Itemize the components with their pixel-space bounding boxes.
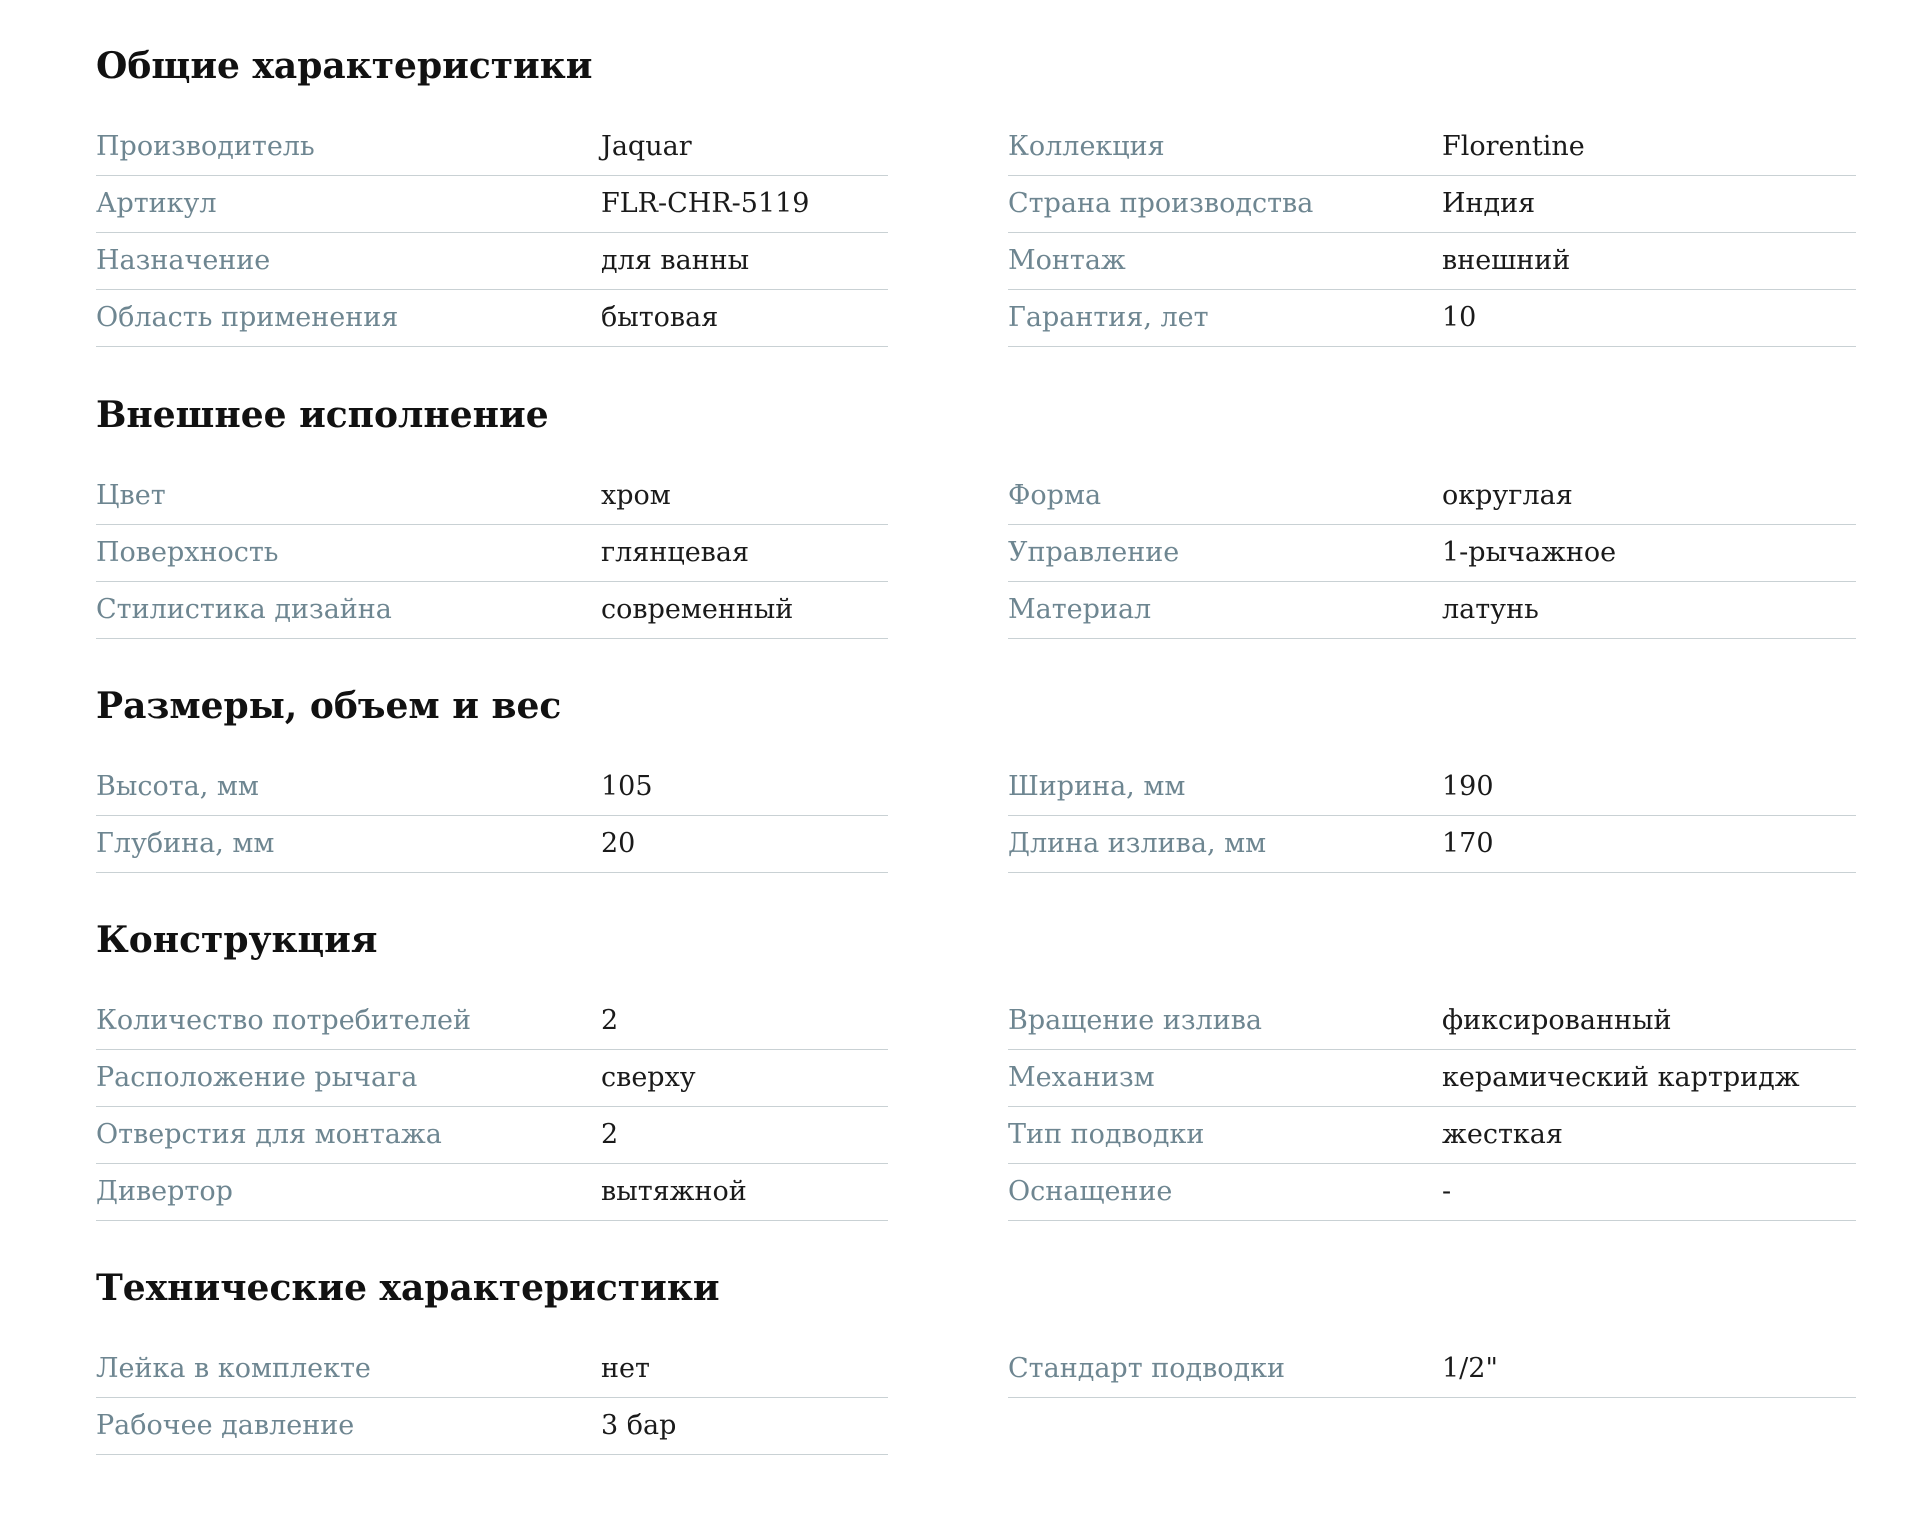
spec-label: Монтаж <box>1008 245 1126 276</box>
spec-row <box>1008 1050 1856 1107</box>
spec-label: Управление <box>1008 537 1180 568</box>
spec-column-left <box>96 468 888 639</box>
spec-row <box>96 119 888 176</box>
spec-value: сверху <box>601 1062 696 1093</box>
spec-label: Рабочее давление <box>96 1410 355 1441</box>
spec-label: Оснащение <box>1008 1176 1173 1207</box>
spec-row <box>96 582 888 639</box>
spec-row <box>96 468 888 525</box>
section-title: Конструкция <box>96 919 378 961</box>
spec-value: 105 <box>601 771 653 802</box>
spec-grid <box>96 759 1856 874</box>
spec-value: 2 <box>601 1005 619 1036</box>
spec-column-right <box>1008 468 1856 639</box>
spec-row <box>96 176 888 233</box>
spec-value: - <box>1442 1176 1452 1207</box>
spec-label: Высота, мм <box>96 771 259 802</box>
spec-column-right <box>1008 119 1856 347</box>
spec-value: Florentine <box>1442 131 1585 162</box>
spec-row <box>96 525 888 582</box>
spec-row <box>96 233 888 290</box>
spec-value: 170 <box>1442 828 1494 859</box>
spec-row <box>96 1398 888 1455</box>
spec-row <box>1008 233 1856 290</box>
section-title: Внешнее исполнение <box>96 394 549 436</box>
spec-row <box>1008 1341 1856 1398</box>
spec-row <box>96 993 888 1050</box>
spec-grid <box>96 993 1856 1223</box>
section-general <box>96 42 1856 333</box>
spec-value: нет <box>601 1353 650 1384</box>
spec-row <box>1008 176 1856 233</box>
spec-value: бытовая <box>601 302 719 333</box>
section-title: Размеры, объем и вес <box>96 685 562 727</box>
spec-label: Коллекция <box>1008 131 1165 162</box>
section-title: Общие характеристики <box>96 45 593 87</box>
spec-value: 190 <box>1442 771 1494 802</box>
spec-row <box>1008 119 1856 176</box>
spec-label: Страна производства <box>1008 188 1314 219</box>
spec-label: Дивертор <box>96 1176 233 1207</box>
spec-label: Тип подводки <box>1008 1119 1205 1150</box>
spec-label: Форма <box>1008 480 1102 511</box>
spec-label: Ширина, мм <box>1008 771 1186 802</box>
spec-value: Индия <box>1442 188 1536 219</box>
spec-column-left <box>96 1341 888 1455</box>
spec-row <box>1008 525 1856 582</box>
spec-row <box>96 816 888 873</box>
spec-column-left <box>96 759 888 873</box>
spec-label: Материал <box>1008 594 1152 625</box>
spec-row <box>1008 1164 1856 1221</box>
spec-label: Стилистика дизайна <box>96 594 392 625</box>
spec-value: вытяжной <box>601 1176 747 1207</box>
spec-row <box>96 1107 888 1164</box>
spec-row <box>96 1050 888 1107</box>
spec-value: 20 <box>601 828 636 859</box>
spec-label: Гарантия, лет <box>1008 302 1209 333</box>
spec-label: Область применения <box>96 302 399 333</box>
spec-value: современный <box>601 594 794 625</box>
spec-label: Лейка в комплекте <box>96 1353 371 1384</box>
spec-label: Механизм <box>1008 1062 1155 1093</box>
section-construction <box>96 916 1856 1207</box>
spec-value: фиксированный <box>1442 1005 1672 1036</box>
spec-label: Количество потребителей <box>96 1005 471 1036</box>
spec-row <box>1008 468 1856 525</box>
spec-label: Цвет <box>96 480 166 511</box>
spec-value: 10 <box>1442 302 1477 333</box>
spec-label: Назначение <box>96 245 271 276</box>
spec-value: 1-рычажное <box>1442 537 1617 568</box>
spec-label: Вращение излива <box>1008 1005 1263 1036</box>
spec-value: 3 бар <box>601 1410 677 1441</box>
section-technical <box>96 1264 1856 1441</box>
spec-label: Поверхность <box>96 537 279 568</box>
spec-grid <box>96 468 1856 640</box>
section-appearance <box>96 391 1856 625</box>
spec-value: 2 <box>601 1119 619 1150</box>
spec-grid <box>96 119 1856 349</box>
spec-row <box>1008 816 1856 873</box>
spec-row <box>1008 290 1856 347</box>
spec-value: жесткая <box>1442 1119 1563 1150</box>
spec-column-left <box>96 993 888 1221</box>
spec-value: FLR-CHR-5119 <box>601 188 810 219</box>
spec-label: Производитель <box>96 131 315 162</box>
spec-value: глянцевая <box>601 537 749 568</box>
spec-row <box>96 1164 888 1221</box>
spec-value: округлая <box>1442 480 1573 511</box>
spec-value: внешний <box>1442 245 1571 276</box>
spec-label: Отверстия для монтажа <box>96 1119 442 1150</box>
spec-column-right <box>1008 993 1856 1221</box>
spec-column-left <box>96 119 888 347</box>
spec-value: хром <box>601 480 671 511</box>
spec-row <box>96 290 888 347</box>
spec-column-right <box>1008 759 1856 873</box>
spec-label: Расположение рычага <box>96 1062 418 1093</box>
spec-grid <box>96 1341 1856 1456</box>
spec-value: 1/2" <box>1442 1353 1498 1384</box>
spec-row <box>96 1341 888 1398</box>
spec-row <box>1008 759 1856 816</box>
section-title: Технические характеристики <box>96 1267 720 1309</box>
spec-row <box>1008 582 1856 639</box>
spec-label: Стандарт подводки <box>1008 1353 1286 1384</box>
section-dimensions <box>96 682 1856 859</box>
spec-value: керамический картридж <box>1442 1062 1800 1093</box>
spec-value: для ванны <box>601 245 750 276</box>
spec-label: Глубина, мм <box>96 828 275 859</box>
spec-value: латунь <box>1442 594 1539 625</box>
spec-label: Артикул <box>96 188 217 219</box>
spec-row <box>1008 993 1856 1050</box>
spec-label: Длина излива, мм <box>1008 828 1267 859</box>
spec-row <box>1008 1107 1856 1164</box>
spec-value: Jaquar <box>601 131 692 162</box>
spec-column-right <box>1008 1341 1856 1398</box>
spec-row <box>96 759 888 816</box>
